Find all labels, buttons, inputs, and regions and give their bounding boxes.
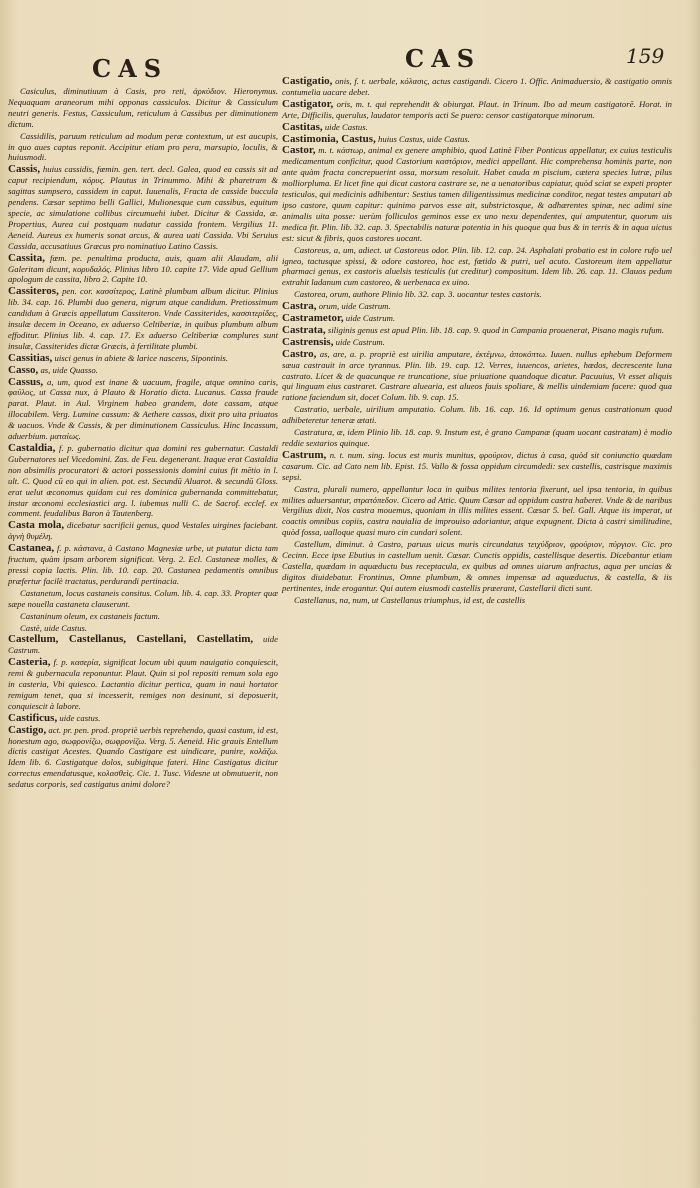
entry-text: uisci genus in abiete & larice nascens, Sipontinis. bbox=[54, 352, 228, 363]
entry-headword: Castanea, bbox=[8, 542, 55, 555]
entry-text: oris, m. t. qui reprehendit & obiurgat. Plaut. in Trinum. Ibo ad meum castigatorē. Horat. in Arte, Difficilis, querulus, laudator temporis acti Se puero: censor castigatorque minorum. bbox=[282, 98, 672, 120]
entry-headword: Castellum, Castellanus, Castellani, Castellatim, bbox=[8, 633, 254, 646]
dictionary-entry bbox=[8, 443, 278, 519]
entry-headword: Casso, bbox=[8, 363, 39, 376]
entry-text: pen. cor. κασσίτερος, Latinè plumbum album dicitur. Plinius lib. 34. cap. 16. Plumbi duo genera, nigrum atque candidum. Pretiossimum candidum à Græcis appellatum Cassiteron. Vnde Cassiterides, κασσιτερίδες, insulæ decem in Oceano, ex aduerso Celtiberiæ, in quibus plumbum album effoditur. Plinius lib. 4. cap. 17. Ex aduerso Celtiberiæ complures sunt insulæ, Cassiterides dictæ Græcis, à fertilitate plumbi. bbox=[8, 286, 278, 351]
entry-headword: Cassis, bbox=[8, 163, 41, 176]
entry-text: Castellum, diminut. à Castro, paruus uicus muris circundatus τειχύδριον, φρούριον, πύργιον. Cic. pro Cecinn. Ecce ipse Ebutius in castellum uenit. Cæsar. Cunctis oppidis, castellisque desertis. Dicebantur etiam Castella, quædam in aquæductu bus receptacula, ex quibus ad omnes uiarum anfractus, aqua per uncias & digitos diuidebatur. Frontinus, Omne plumbum, & omnes impensæ ad aquæductus, & castella, & iis pertinentes, inde erogantur. Qui autem eiusmodi castellis præerant, Castellarii dicti sunt. bbox=[282, 539, 672, 593]
entry-headword: Cassitias, bbox=[8, 351, 53, 364]
dictionary-entry bbox=[8, 365, 278, 376]
dictionary-entry bbox=[8, 520, 278, 542]
entry-headword: Castigatio, bbox=[282, 75, 333, 87]
entry-text: f. p. κασερία, significat locum ubi quum nauigatio conquiescit, remi & gubernacula reponuntur. Plaut. Quin si pol repositi remum sola ego in casteria, Vbi quiesco. Lactantio dicitur pertica, quam in naui hortator remigum tenet, qua si incesserit, remiges non desinunt, si deposuerit, conquiescit à labore. bbox=[8, 657, 278, 711]
entry-headword: Cassita, bbox=[8, 251, 45, 264]
dictionary-entry bbox=[8, 253, 278, 286]
entry-text: Castorea, orum, authore Plinio lib. 32. cap. 3. uocantur testes castoris. bbox=[294, 289, 542, 300]
dictionary-entry bbox=[8, 353, 278, 364]
page-number: 159 bbox=[626, 44, 665, 68]
entry-text: Castra, plurali numero, appellantur loca in quibus milites tentoria fixerunt, uel ipsa tentoria, in quibus milites aduersantur, στρατόπεδον. Cicero ad Attic. Quum Cæsar ad oppidum castra haberet. Vnde & de naribus Vergilius dixit, Nos castra mouemus, quoniam in illis milites essent. Cæsar 5. bel. Gall. Atque iis imperat, ut coactis omnibus copiis, castra nauiaIia de improuiso adoriantur, atque expugnent. Dicta à castri similitudine, quòd fossa, ualloque quasi muro cin cundari solent. bbox=[282, 483, 672, 538]
entry-text: a, um, quod est inane & uacuum, fragile, atque omnino caris, φαῦλος, ut Cassa nux, à Plauto & Horatio dicta. Lucanus. Cassa fraude parat. Plaut. in Aul. Virginem habeo grandem, dote cassam, atque illocabilem. Verg. Lumine cassum: & Aethere cassos, dixit pro uita priuatos & uacuos. Vnde & Cassis, & per diminutionem Cassiculus. Hinc Incassum, aduerbium. ματαίως. bbox=[8, 376, 278, 442]
dictionary-entry bbox=[282, 99, 672, 121]
entry-headword: Castigator, bbox=[282, 97, 334, 110]
entry-text: uide Castus. bbox=[324, 121, 368, 132]
dictionary-entry bbox=[282, 427, 672, 449]
entry-headword: Castrametor, bbox=[282, 312, 344, 325]
entry-text: act. pr. pen. prod. propriè uerbis reprehendo, quasi castum, id est, honestum ago, σωφρονίζω, σωφρονίζω. Verg. 5. Aeneid. Hic grauis Entellum dictis castigat Acestes. Quando Castigare est uindicare, punire, κολάζω. Idem lib. 6. Castigatque dolos, subigitque fateri. Hinc Castigatus dicitur correctus emendatusque, κολασθεὶς. Cic. 1. Tusc. Videsne ut obmutuerit, non sedatus corporis, sed castigatus animi dolore? bbox=[8, 724, 279, 790]
entry-text: Castellanus, na, num, ut Castellanus triumphus, id est, de castellis bbox=[294, 594, 526, 605]
dictionary-entry bbox=[8, 286, 278, 351]
entry-text: uide Castrum. bbox=[335, 336, 385, 347]
running-head-right: CAS bbox=[405, 44, 482, 73]
entry-text: uide Castrum. bbox=[8, 634, 278, 656]
entry-headword: Castimonia, Castus, bbox=[282, 132, 376, 145]
entry-text: uide castus. bbox=[59, 712, 101, 723]
dictionary-entry bbox=[282, 539, 672, 594]
dictionary-entry bbox=[8, 657, 278, 712]
entry-headword: Castrata, bbox=[282, 323, 326, 336]
entry-text: fœm. pe. penultima producta, auis, quam alii Alaudam, alii Galeritam dicunt, κορυδαλός. Plinius libro 10. capite 17. Vide apud Gellium apologum de cassita, libro 2. Capite 10. bbox=[8, 252, 278, 285]
page-edge-shadow bbox=[686, 0, 700, 1188]
entry-text: orum, uide Castrum. bbox=[318, 301, 391, 312]
dictionary-entry bbox=[8, 164, 278, 251]
entry-headword: Cassiteros, bbox=[8, 285, 59, 298]
entry-text: as, uide Quasso. bbox=[40, 364, 98, 375]
dictionary-entry bbox=[282, 145, 672, 243]
entry-text: dicebatur sacrificii genus, quod Vestales uirgines faciebant. ἁγνὴ θυμέλη. bbox=[8, 520, 279, 542]
entry-text: Castè, uide Castus. bbox=[20, 622, 88, 633]
entry-text: Castoreus, a, um, adiect. ut Castoreus odor. Plin. lib. 12. cap. 24. Asphalati probatio est in colore rufo uel igneo, tactusque spissi, & odore castoreo, hoc est, fœtido & putri, uel acuto. Castoreum item appellatur pharmaci genus, ex castoris aluelsis testiculis (ut creditur) compositum. Idem lib. 26. cap. 11. Clauos pedum extrahit ladanum cum castoreo, & uerbenaca ex uino. bbox=[282, 244, 672, 288]
entry-headword: Casta mola, bbox=[8, 519, 65, 532]
entry-text: Castanetum, locus castaneis consitus. Colum. lib. 4. cap. 33. Propter quæ sæpe nouella castaneta clauserunt. bbox=[8, 587, 278, 609]
entry-headword: Castro, bbox=[282, 347, 317, 360]
dictionary-entry bbox=[282, 134, 672, 145]
entry-headword: Castificus, bbox=[8, 711, 58, 724]
entry-headword: Castrum, bbox=[282, 448, 327, 461]
entry-text: Casiculus, diminutiuum à Casis, pro reti, ἀρκύδιον. Hieronymus. Nequaquam araneorum mihi opponas cassiculos. Dicitur & Cassiculum neutri generis. Festus, Cassiculum, reticulum à Cassibus per diminutionem dictum. bbox=[8, 86, 278, 129]
entry-text: f. p. gubernatio dicitur qua domini res gubernatur. Castaldi Gubernatores uel Vicedomini. Zas. de Feu. degenerant. Itaque erat Castaldia non absimilis procuratori & actori possessionis domini cuius fit mētio in l. ult. C. Quod cū eo qui in alien. pot. est. Secundū Aluarot. & secundū Gloss. erat uelut œconomus quidam cui res dominica gubernanda committebatur, instar œconomi ecclesiastici arg. l. iubemus nulli C. de Sacrof. ecclef. ex comment. feudalibus Baron à Tautenberg. bbox=[8, 443, 278, 519]
dictionary-entry bbox=[8, 623, 278, 634]
entry-text: huius Castus, uide Castus. bbox=[378, 133, 470, 144]
entry-text: n. t. num. sing. locus est muris munitus, φρούριον, dictus à casa, quòd sit coniunctio quædam casarum. Cic. ad Cato nem lib. Epist. 15. Vallo & fossa oppidum circumdedi: sex castellis, castrisque maximis sepsi. bbox=[282, 449, 672, 482]
dictionary-entry bbox=[282, 122, 672, 133]
dictionary-entry bbox=[8, 634, 278, 656]
entry-headword: Castra, bbox=[282, 300, 317, 313]
entry-text: f. p. κάστανα, à Castano Magnesiæ urbe, ut putatur dicta tam fructum, quàm ipsam arborem significat. Verg. 2. Ecl. Castaneæ molles, & pressi copia lactis. Plin. lib. 10. cap. 20. Castanea pedamentis omnibus præfertur facilè tractatus, perdurandi pertinacia. bbox=[8, 543, 278, 586]
entry-text: Castratura, æ, idem Plinio lib. 18. cap. 9. Instum est, è grano Campanæ (quam uocant castratam) è modio reddie sextarios quinque. bbox=[282, 427, 672, 448]
dictionary-entry bbox=[282, 484, 672, 539]
entry-text: onis, f. t. uerbale, κόλασις, actus castigandi. Cicero 1. Offic. Animaduersio, & castigatio omnis contumelia uacare debet. bbox=[282, 76, 672, 97]
dictionary-entry bbox=[282, 313, 672, 324]
dictionary-entry bbox=[282, 245, 672, 289]
dictionary-entry bbox=[282, 337, 672, 348]
left-column bbox=[8, 86, 278, 791]
right-column bbox=[282, 76, 672, 607]
entry-headword: Castaldia, bbox=[8, 442, 56, 454]
dictionary-entry bbox=[8, 86, 278, 130]
dictionary-entry bbox=[8, 713, 278, 724]
dictionary-entry bbox=[282, 289, 672, 300]
dictionary-entry bbox=[282, 595, 672, 606]
dictionary-entry bbox=[282, 349, 672, 404]
dictionary-entry bbox=[8, 543, 278, 587]
entry-headword: Cassus, bbox=[8, 375, 44, 388]
dictionary-entry bbox=[8, 131, 278, 164]
entry-text: as, are, a. p. propriè est uirilia amputare, ἐκτέμνω, ἀποκόπτω. Iuuen. nullus ephebum Deformem sæua castrauit in arce tyrannus. Plin. lib. 19. cap. 12. Verres, iuuencos, arietes, hœdos, decrescente luna castrato. Licet & de quacunque re truncatione, siue priuatione quandoque dicatur. Pacuuius, Vt esset aliquis qui linguam eius castraret. Castrare aluearia, est alueos fauis spoliare, & mellis uindemiam facere: quod qua ratione faciendum sit, docet Colum. lib. 9. cap. 15. bbox=[282, 348, 672, 403]
dictionary-entry bbox=[8, 611, 278, 622]
entry-text: uide Castrum. bbox=[345, 313, 396, 324]
dictionary-entry bbox=[8, 377, 278, 442]
dictionary-entry bbox=[282, 301, 672, 312]
running-head-left: CAS bbox=[92, 54, 169, 83]
dictionary-entry bbox=[282, 450, 672, 483]
entry-headword: Castitas, bbox=[282, 120, 323, 133]
entry-text: Castaninum oleum, ex castaneis factum. bbox=[20, 610, 160, 621]
entry-text: m. t. κάστωρ, animal ex genere amphibio, quod Latinè Fiber Ponticus appellatur, ex cuius testiculis medicamentum conficitur, quod Castorium καστόριον, medici appellant. Hic comprehensa hominis parte, non ante quàm fracta concrepuerint ossa, morsum resoluit. Habet cauda m piscium, cætera species lutræ, pilus molliorpluma. Et licet fine qui dicat castora castrare se, ne a uenatoribus capiatur, quòd sciat se expeti propter testiculos, qui medicinis adhibentur: Sestius tamen diligentissimus medicinæ conditor, negat testes amputari ab ipso castore, quum capitur: quinimo parvos esse ait, substrictosque, & adhærentes spinæ, nec adimi sine animalis uita posse: uerùm folliculos geminos esse ex uno nexu dependentes, qui amputentur, quorum uis medica fit. Plin. lib. 32. cap. 3. Spectabilis naturæ potentia in his quoque qua bus & in terris & in aqua uictus est: sicut & fibris, quos castores uocant. bbox=[282, 145, 673, 243]
dictionary-entry bbox=[282, 404, 672, 426]
dictionary-entry bbox=[282, 325, 672, 336]
dictionary-entry bbox=[282, 76, 672, 98]
dictionary-entry bbox=[8, 725, 278, 790]
entry-text: siliginis genus est apud Plin. lib. 18. cap. 9. quod in Campania prouenerat, Pisano magis rufum. bbox=[327, 324, 664, 335]
entry-headword: Castrensis, bbox=[282, 335, 334, 348]
entry-text: Castratio, uerbale, uirilium amputatio. Colum. lib. 16. cap. 16. Id optimum genus castrationum quod adhibeteretur teneræ ætati. bbox=[282, 404, 672, 426]
entry-headword: Castigo, bbox=[8, 723, 47, 736]
dictionary-entry bbox=[8, 588, 278, 610]
entry-text: huius cassidis, fœmin. gen. tert. decl. Galea, quod ea cassis sit ad caput recipiendum, κόρυς. Plautus in Trinummo. Mihi & pharetram & sagittas sumpsero, cassidem in caput. Iuuenalis, Fracta de casside buccula pendens. Cæsar septimo belli Gallici, Mulionesque cum cassibus, equitum specie, ac simulatione collibus circumuehi iubet. Dicitur & Cassida, æ. Propertius, Aurea cui postquam nudatur cassida frontem. Vergilius 11. Aeneid. Aureus ex humeris sonat arcus, & aurea uati Cassida. Vbi Seruius Cassida, accusatiuus Græcus pro nominatiuo Latino Cassis. bbox=[8, 164, 278, 251]
entry-headword: Casteria, bbox=[8, 656, 51, 669]
entry-text: Cassidilis, paruum reticulum ad modum peræ contextum, ut est aucupis, in quo aues captas reponit. Accipitur etiam pro pera, marsupio, loculis, & huiusmodi. bbox=[8, 130, 278, 163]
entry-headword: Castor, bbox=[282, 144, 316, 157]
